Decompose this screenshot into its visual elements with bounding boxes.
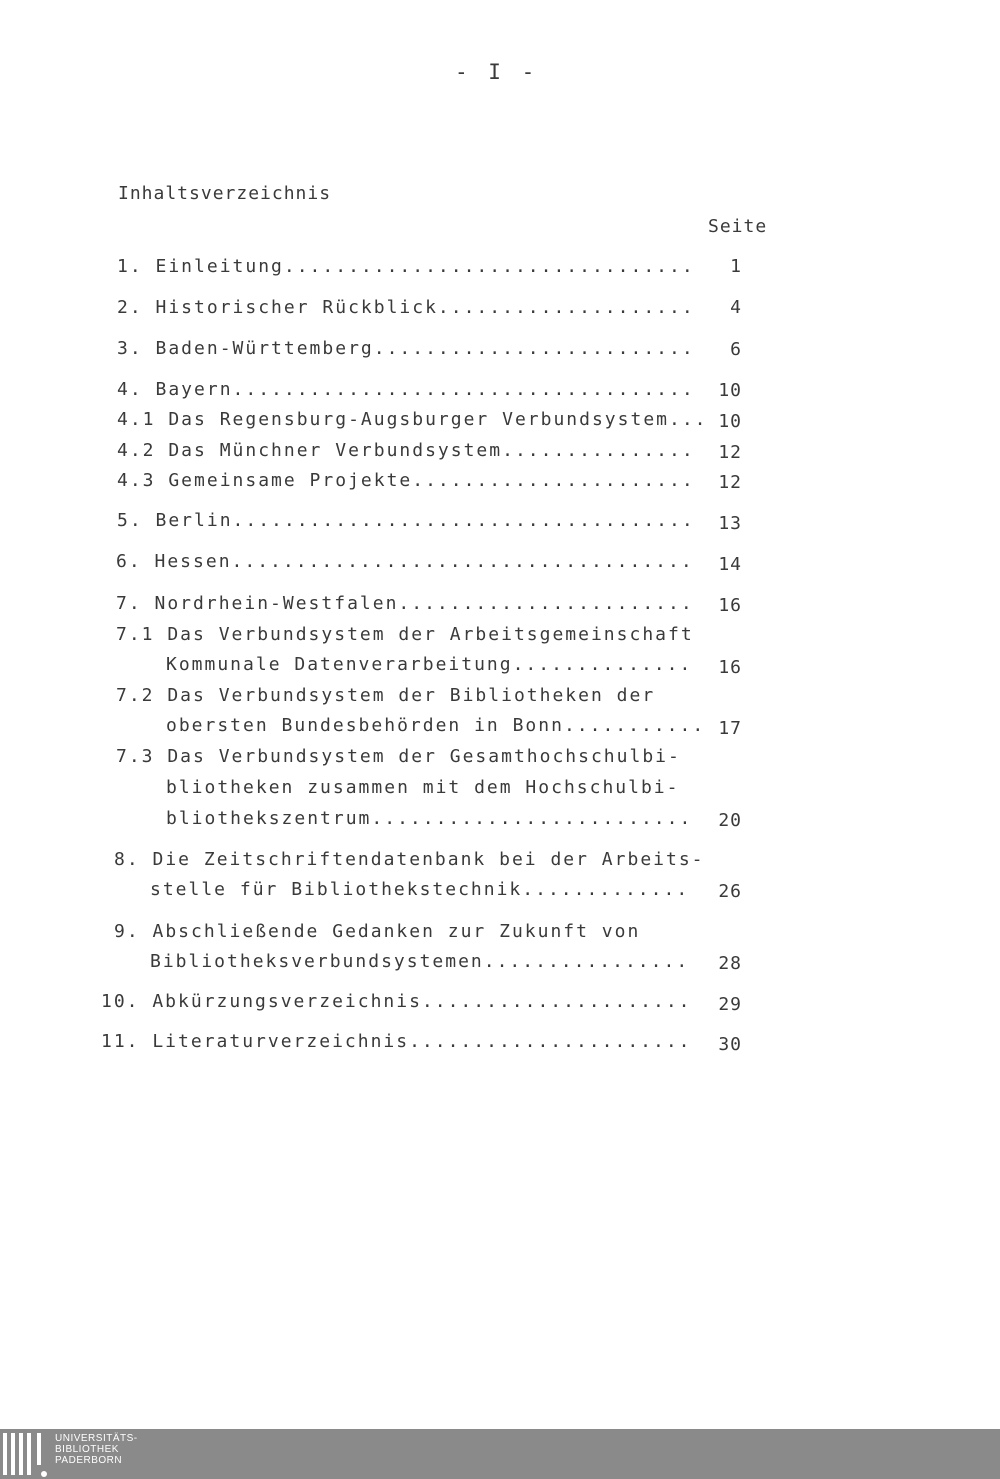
toc-entry-2-page: 4 <box>730 297 742 318</box>
toc-entry-4-text: 4. Bayern.................................... <box>117 379 695 400</box>
toc-entry-11-text: 11. Literaturverzeichnis...................... <box>101 1031 692 1052</box>
toc-entry-7-2-text-line-1: 7.2 Das Verbundsystem der Bibliotheken der <box>116 685 656 706</box>
toc-entry-7-3-text-line-1: 7.3 Das Verbundsystem der Gesamthochschulbi- <box>116 746 681 767</box>
toc-entry-4-2-text: 4.2 Das Münchner Verbundsystem............... <box>117 440 695 461</box>
library-logo-line-2: BIBLIOTHEK <box>55 1444 119 1455</box>
toc-entry-1-text: 1. Einleitung................................ <box>117 256 695 277</box>
page-column-label: Seite <box>708 216 768 237</box>
library-logo-text <box>55 1433 138 1466</box>
toc-entry-10-page: 29 <box>718 994 742 1015</box>
toc-entry-7-page: 16 <box>718 595 742 616</box>
toc-entry-7-1-text-line-2: Kommunale Datenverarbeitung.............. <box>166 654 693 675</box>
library-footer-band <box>0 1429 1000 1479</box>
toc-entry-7-2-page: 17 <box>718 718 742 739</box>
toc-entry-6-text: 6. Hessen.................................... <box>116 551 694 572</box>
toc-entry-4-1-text: 4.1 Das Regensburg-Augsburger Verbundsystem... <box>117 409 708 430</box>
toc-entry-3-page: 6 <box>730 339 742 360</box>
toc-entry-11-page: 30 <box>718 1034 742 1055</box>
toc-entry-4-page: 10 <box>718 380 742 401</box>
toc-entry-5-text: 5. Berlin.................................... <box>117 510 695 531</box>
toc-entry-1-page: 1 <box>730 256 742 277</box>
toc-entry-5-page: 13 <box>718 513 742 534</box>
toc-entry-6-page: 14 <box>718 554 742 575</box>
toc-entry-8-page: 26 <box>718 881 742 902</box>
toc-entry-4-3-text: 4.3 Gemeinsame Projekte...................... <box>117 470 695 491</box>
toc-heading: Inhaltsverzeichnis <box>118 183 332 204</box>
toc-entry-9-page: 28 <box>718 953 742 974</box>
toc-entry-7-3-text-line-2: bliotheken zusammen mit dem Hochschulbi- <box>166 777 680 798</box>
toc-entry-8-text-line-1: 8. Die Zeitschriftendatenbank bei der Arbeits- <box>114 849 705 870</box>
toc-entry-9-text-line-2: Bibliotheksverbundsystemen................ <box>150 951 690 972</box>
library-logo-line-1: UNIVERSITÄTS- <box>55 1433 138 1444</box>
toc-entry-7-3-text-line-3: bliothekszentrum......................... <box>166 808 693 829</box>
library-logo-line-3: PADERBORN <box>55 1455 123 1466</box>
toc-entry-7-2-text-line-2: obersten Bundesbehörden in Bonn........... <box>166 715 706 736</box>
toc-entry-4-2-page: 12 <box>718 442 742 463</box>
toc-entry-2-text: 2. Historischer Rückblick.................... <box>117 297 695 318</box>
toc-entry-9-text-line-1: 9. Abschließende Gedanken zur Zukunft von <box>114 921 641 942</box>
toc-entry-7-3-page: 20 <box>718 810 742 831</box>
toc-entry-4-1-page: 10 <box>718 411 742 432</box>
toc-entry-10-text: 10. Abkürzungsverzeichnis..................... <box>101 991 692 1012</box>
toc-entry-7-1-page: 16 <box>718 657 742 678</box>
page-number: - I - <box>455 60 539 84</box>
toc-entry-8-text-line-2: stelle für Bibliothekstechnik............. <box>150 879 690 900</box>
toc-entry-7-text: 7. Nordrhein-Westfalen....................... <box>116 593 694 614</box>
toc-entry-4-3-page: 12 <box>718 472 742 493</box>
toc-entry-3-text: 3. Baden-Württemberg......................... <box>117 338 695 359</box>
toc-entry-7-1-text-line-1: 7.1 Das Verbundsystem der Arbeitsgemeinschaft <box>116 624 694 645</box>
